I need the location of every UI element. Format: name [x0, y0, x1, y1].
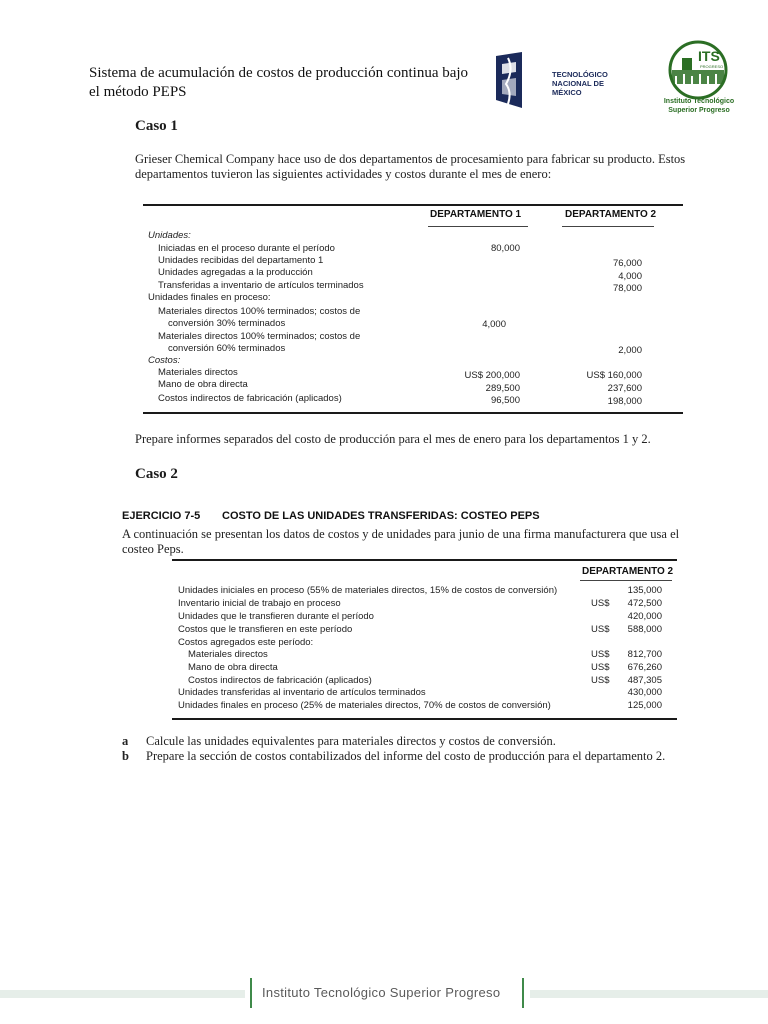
table-cell: 2,000 — [618, 345, 642, 356]
table-cell: 78,000 — [612, 283, 642, 294]
caso1-col1-header: DEPARTAMENTO 1 — [430, 209, 522, 220]
table-row: Costos: — [148, 355, 181, 366]
table-row: Mano de obra directa — [158, 379, 248, 390]
table-row: Costos que le transfieren en este período — [178, 624, 353, 635]
table-cell: US$ 200,000 — [464, 370, 520, 381]
table-cell: 289,500 — [485, 383, 520, 394]
table-cell: 4,000 — [482, 319, 506, 330]
caso2-heading: Caso 2 — [135, 466, 178, 482]
table-cell: 487,305 — [627, 675, 662, 686]
table-row: Costos agregados este período: — [178, 637, 314, 648]
footer-divider-left — [250, 978, 252, 1008]
table-cell: 676,260 — [627, 662, 662, 673]
table-row: Inventario inicial de trabajo en proceso — [178, 598, 341, 609]
caso1-col2-header: DEPARTAMENTO 2 — [565, 209, 657, 220]
table-cell: US$ — [591, 662, 610, 673]
table-row: Unidades agregadas a la producción — [158, 267, 313, 278]
table-row: Unidades finales en proceso (25% de materiales directos, 70% de costos de conversión) — [178, 700, 551, 711]
table-row: Materiales directos — [158, 367, 238, 378]
table-row: Unidades: — [148, 230, 191, 241]
caso1-table-top-rule — [143, 204, 683, 206]
table-cell: 430,000 — [627, 687, 662, 698]
caso1-intro: Grieser Chemical Company hace uso de dos departamentos de procesamiento para fabricar su producto. Estos departamentos tuvieron las siguientes actividades y costos durante el mes de enero: — [135, 152, 686, 181]
table-row: Mano de obra directa — [188, 662, 278, 673]
footer-bar-left — [0, 990, 245, 998]
caso1-table-bottom-rule — [143, 412, 683, 414]
table-row: Costos indirectos de fabricación (aplicados) — [188, 675, 372, 686]
table-cell: 96,500 — [490, 395, 520, 406]
table-row: Unidades que le transfieren durante el período — [178, 611, 374, 622]
table-cell: US$ — [591, 598, 610, 609]
table-row: Unidades transferidas al inventario de artículos terminados — [178, 687, 426, 698]
table-cell: 198,000 — [607, 396, 642, 407]
footer-institution: Instituto Tecnológico Superior Progreso — [262, 985, 501, 1000]
list-item: b Prepare la sección de costos contabilizados del informe del costo de producción para el departamento 2. — [122, 749, 666, 763]
table-row: Transferidas a inventario de artículos terminados — [158, 280, 364, 291]
its-caption: Instituto Tecnológico Superior Progreso — [663, 98, 735, 114]
table-row: Unidades recibidas del departamento 1 — [158, 255, 324, 266]
table-cell: 76,000 — [612, 258, 642, 269]
caso2-intro: A continuación se presentan los datos de costos y de unidades para junio de una firma manufacturera que usa el costeo Peps. — [122, 527, 680, 556]
caso1-col1-rule — [428, 226, 528, 227]
table-cell: 135,000 — [627, 585, 662, 596]
list-item: a Calcule las unidades equivalentes para materiales directos y costos de conversión. — [122, 734, 556, 748]
table-cell: US$ — [591, 649, 610, 660]
table-row: Materiales directos 100% terminados; costos de — [158, 331, 361, 342]
tecnm-logo: TECNOLÓGICO NACIONAL DE MÉXICO — [492, 50, 622, 112]
table-cell: 237,600 — [607, 383, 642, 394]
its-progreso-logo: ITS PROGRESO — [658, 40, 738, 118]
caso2-questions — [122, 734, 665, 764]
table-cell: 125,000 — [627, 700, 662, 711]
table-row: conversión 60% terminados — [168, 343, 286, 354]
table-cell: 588,000 — [627, 624, 662, 635]
caso1-instruction: Prepare informes separados del costo de producción para el mes de enero para los departamentos 1 y 2. — [135, 432, 651, 446]
caso2-col-header: DEPARTAMENTO 2 — [582, 566, 674, 577]
table-cell: 80,000 — [490, 243, 520, 254]
table-row: Materiales directos 100% terminados; costos de — [158, 306, 361, 317]
table-row: Iniciadas en el proceso durante el período — [158, 243, 335, 254]
table-cell: 420,000 — [627, 611, 662, 622]
table-row: Materiales directos — [188, 649, 268, 660]
caso2-col-rule — [580, 580, 672, 581]
caso2-table-bottom-rule — [172, 718, 677, 720]
caso1-heading: Caso 1 — [135, 118, 178, 134]
table-cell: 812,700 — [627, 649, 662, 660]
table-row: conversión 30% terminados — [168, 318, 286, 329]
table-cell: US$ — [591, 624, 610, 635]
table-row: Costos indirectos de fabricación (aplicados) — [158, 393, 342, 404]
caso2-table-top-rule — [172, 559, 677, 561]
document-title: Sistema de acumulación de costos de producción continua bajo el método PEPS — [89, 65, 469, 100]
table-cell: 472,500 — [627, 598, 662, 609]
footer-bar-right — [530, 990, 768, 998]
exercise-number: EJERCICIO 7-5 — [122, 510, 201, 522]
footer-divider-right — [522, 978, 524, 1008]
table-row: Unidades iniciales en proceso (55% de materiales directos, 15% de costos de conversión) — [178, 585, 558, 596]
table-cell: US$ — [591, 675, 610, 686]
table-cell: US$ 160,000 — [586, 370, 642, 381]
caso1-col2-rule — [562, 226, 654, 227]
table-row: Unidades finales en proceso: — [148, 292, 271, 303]
exercise-title: COSTO DE LAS UNIDADES TRANSFERIDAS: COSTEO PEPS — [222, 510, 540, 522]
table-cell: 4,000 — [618, 271, 642, 282]
